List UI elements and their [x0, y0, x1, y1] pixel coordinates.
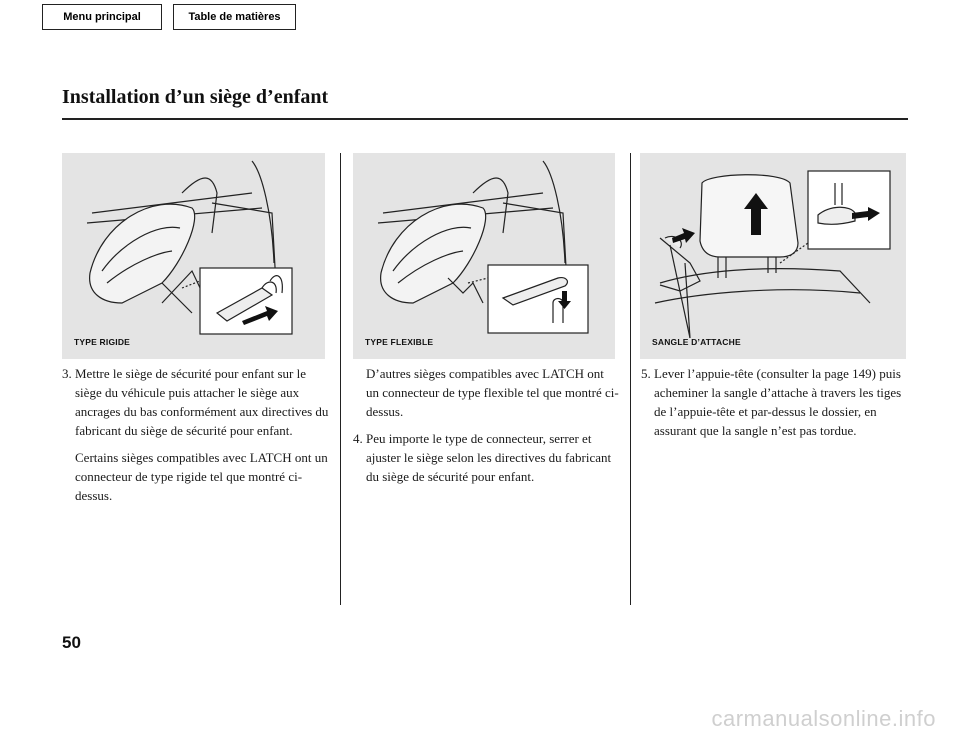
panel-caption-tether: SANGLE D’ATTACHE	[652, 337, 741, 347]
table-of-contents-button[interactable]: Table de matières	[173, 4, 296, 30]
illustration-rigid-connector	[62, 153, 325, 359]
column-divider-1	[340, 153, 341, 605]
flexible-connector-drawing	[353, 153, 615, 359]
step-3-note: Certains sièges compatibles avec LATCH ont un connecteur de type rigide tel que montré ci-dessus.	[75, 450, 328, 503]
right-column-text	[641, 364, 903, 448]
main-menu-button[interactable]: Menu principal	[42, 4, 162, 30]
step-3-text: 3. Mettre le siège de sécurité pour enfant sur le siège du véhicule puis attacher le siège aux ancrages du bas conformément aux directives du fabricant du siège de sécurité pour enfant.	[62, 366, 329, 438]
step-5-text: 5. Lever l’appuie-tête (consulter la page 149) puis acheminer la sangle d’attache à travers les tiges de l’appuie-tête et par-dessus le dossier, en assurant que la sangle n’est pas tordue.	[641, 366, 902, 438]
illustration-tether-strap	[640, 153, 906, 359]
panel-caption-rigid: TYPE RIGIDE	[74, 337, 131, 347]
page-number: 50	[62, 633, 81, 652]
rigid-connector-drawing	[62, 153, 325, 359]
step-4-text: 4. Peu importe le type de connecteur, serrer et ajuster le siège selon les directives du fabricant du siège de sécurité pour enfant.	[353, 431, 612, 484]
middle-column-text	[353, 364, 619, 494]
left-column-text	[62, 364, 330, 513]
tether-strap-drawing	[640, 153, 906, 359]
watermark: carmanualsonline.info	[711, 706, 936, 731]
flexible-connector-note: D’autres sièges compatibles avec LATCH ont un connecteur de type flexible tel que montré ci-dessus.	[366, 366, 619, 419]
column-divider-2	[630, 153, 631, 605]
title-divider	[62, 118, 908, 120]
page-title: Installation d’un siège d’enfant	[62, 86, 329, 108]
illustration-flexible-connector	[353, 153, 615, 359]
panel-caption-flexible: TYPE FLEXIBLE	[365, 337, 434, 347]
